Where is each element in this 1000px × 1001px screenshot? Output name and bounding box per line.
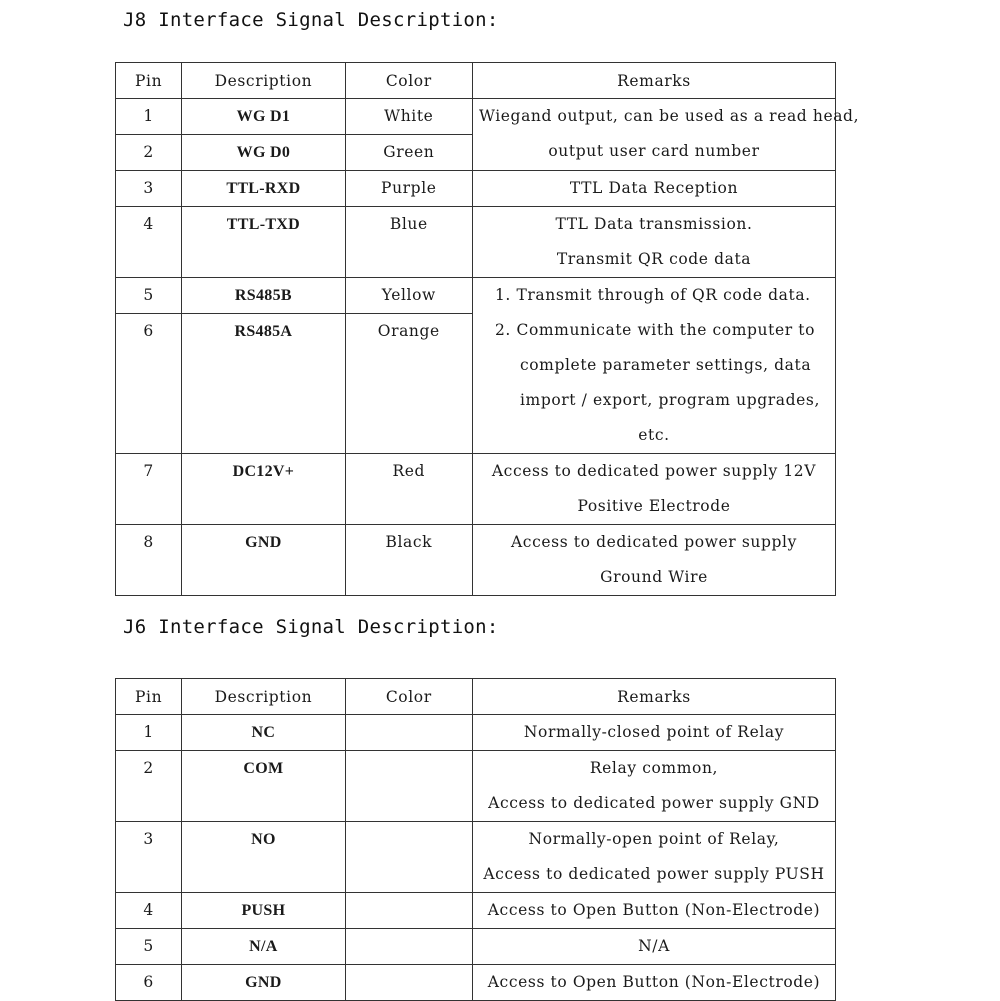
- j8-signal-table: [115, 62, 860, 596]
- table-row: [116, 929, 836, 965]
- description-cell: GND: [182, 525, 345, 596]
- remarks-cell: TTL Data transmission. Transmit QR code data: [472, 207, 835, 278]
- table-row: [116, 893, 836, 929]
- remarks-cell: TTL Data Reception: [472, 171, 835, 207]
- color-cell: [345, 751, 472, 822]
- table-row: [116, 207, 836, 278]
- color-cell: [345, 893, 472, 929]
- remarks-cell-wiegand: Wiegand output, can be used as a read head, output user card number: [472, 99, 835, 171]
- color-cell: [345, 929, 472, 965]
- description-cell: GND: [182, 965, 345, 1001]
- table-header-row: [116, 63, 836, 99]
- color-cell: Green: [345, 135, 472, 171]
- table-row: [116, 751, 836, 822]
- color-cell: Purple: [345, 171, 472, 207]
- color-cell: Orange: [345, 314, 472, 454]
- description-cell: PUSH: [182, 893, 345, 929]
- table-row: [116, 822, 836, 893]
- header-pin: Pin: [116, 679, 182, 715]
- remarks-cell: Access to dedicated power supply Ground Wire: [472, 525, 835, 596]
- description-cell: NC: [182, 715, 345, 751]
- description-cell: N/A: [182, 929, 345, 965]
- pin-cell: 1: [116, 715, 182, 751]
- pin-cell: 8: [116, 525, 182, 596]
- remarks-cell-rs485: 1. Transmit through of QR code data. 2. Communicate with the computer to complete parameter settings, data import / export, program upgrades, etc.: [472, 278, 835, 454]
- description-cell: TTL-RXD: [182, 171, 345, 207]
- header-remarks: Remarks: [472, 679, 835, 715]
- color-cell: White: [345, 99, 472, 135]
- pin-cell: 4: [116, 207, 182, 278]
- table-row: [116, 525, 836, 596]
- pin-cell: 6: [116, 314, 182, 454]
- table-row: [116, 99, 836, 135]
- pin-cell: 5: [116, 929, 182, 965]
- color-cell: [345, 965, 472, 1001]
- pin-cell: 4: [116, 893, 182, 929]
- pin-cell: 7: [116, 454, 182, 525]
- description-cell: COM: [182, 751, 345, 822]
- pin-cell: 5: [116, 278, 182, 314]
- header-pin: Pin: [116, 63, 182, 99]
- color-cell: [345, 715, 472, 751]
- description-cell: RS485B: [182, 278, 345, 314]
- description-cell: RS485A: [182, 314, 345, 454]
- color-cell: [345, 822, 472, 893]
- description-cell: WG D1: [182, 99, 345, 135]
- j6-signal-table: [115, 678, 836, 1001]
- pin-cell: 2: [116, 751, 182, 822]
- j8-section-title: J8 Interface Signal Description:: [123, 9, 499, 31]
- header-color: Color: [345, 679, 472, 715]
- header-remarks: Remarks: [472, 63, 835, 99]
- remarks-cell: Access to Open Button (Non-Electrode): [472, 965, 835, 1001]
- pin-cell: 2: [116, 135, 182, 171]
- table-header-row: [116, 679, 836, 715]
- table-row: [116, 171, 836, 207]
- remarks-cell: Relay common, Access to dedicated power supply GND: [472, 751, 835, 822]
- table-row: [116, 278, 836, 314]
- pin-cell: 3: [116, 822, 182, 893]
- color-cell: Black: [345, 525, 472, 596]
- remarks-cell: Access to Open Button (Non-Electrode): [472, 893, 835, 929]
- header-description: Description: [182, 679, 345, 715]
- color-cell: Yellow: [345, 278, 472, 314]
- header-description: Description: [182, 63, 345, 99]
- table-row: [116, 715, 836, 751]
- description-cell: TTL-TXD: [182, 207, 345, 278]
- table-row: [116, 454, 836, 525]
- remarks-cell: N/A: [472, 929, 835, 965]
- pin-cell: 6: [116, 965, 182, 1001]
- description-cell: NO: [182, 822, 345, 893]
- color-cell: Blue: [345, 207, 472, 278]
- j6-section-title: J6 Interface Signal Description:: [123, 616, 499, 638]
- pin-cell: 3: [116, 171, 182, 207]
- table-row: [116, 965, 836, 1001]
- pin-cell: 1: [116, 99, 182, 135]
- remarks-cell: Normally-open point of Relay, Access to dedicated power supply PUSH: [472, 822, 835, 893]
- remarks-cell: Access to dedicated power supply 12V Positive Electrode: [472, 454, 835, 525]
- remarks-cell: Normally-closed point of Relay: [472, 715, 835, 751]
- description-cell: WG D0: [182, 135, 345, 171]
- color-cell: Red: [345, 454, 472, 525]
- header-color: Color: [345, 63, 472, 99]
- description-cell: DC12V+: [182, 454, 345, 525]
